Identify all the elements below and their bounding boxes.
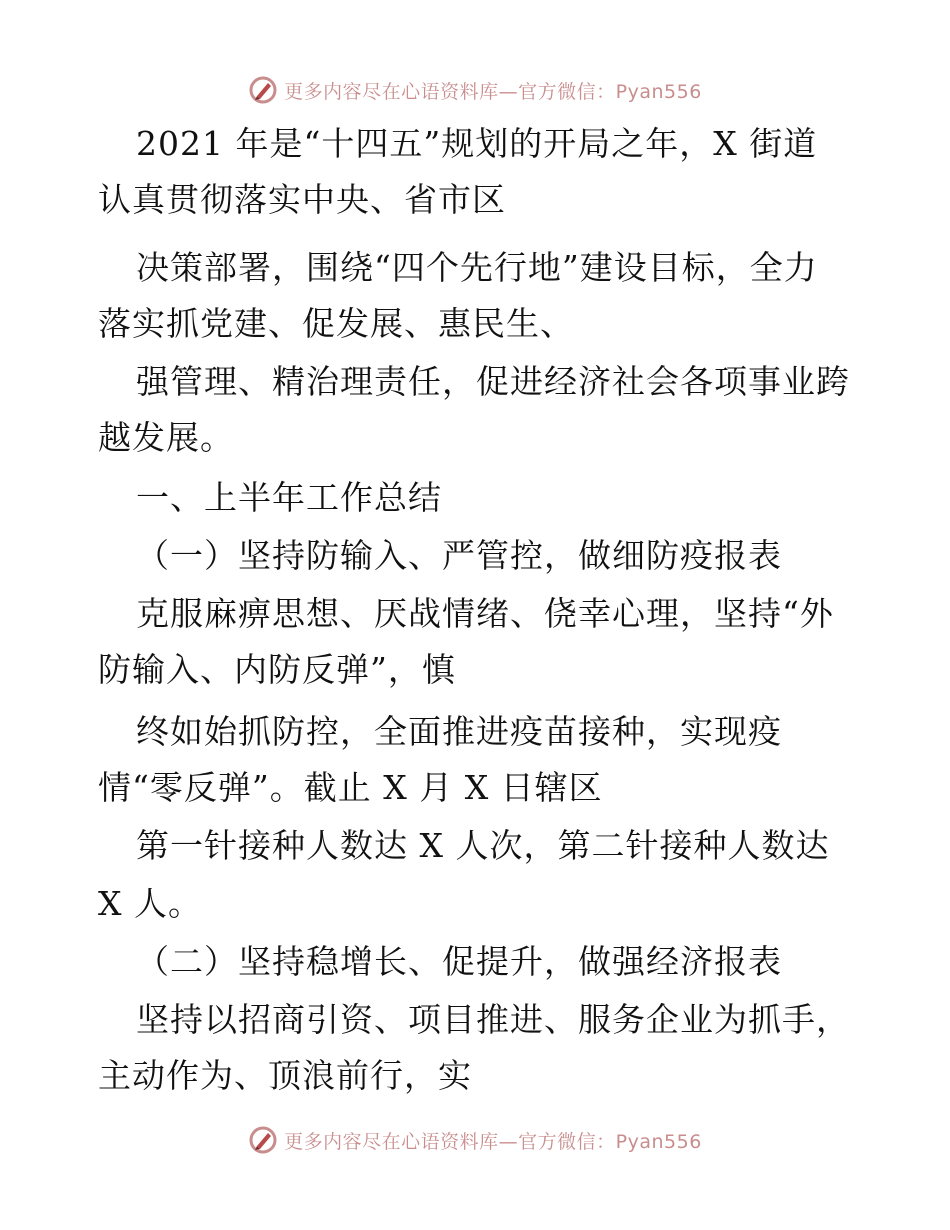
pen-seal-logo-icon xyxy=(248,1125,278,1155)
paragraph-line: 强管理、精治理责任，促进经济社会各项事业跨 xyxy=(136,362,850,401)
header-watermark xyxy=(0,72,950,108)
paragraph-line: 坚持以招商引资、项目推进、服务企业为抓手， xyxy=(136,1000,850,1039)
paragraph-line: 决策部署，围绕“四个先行地”建设目标，全力 xyxy=(136,248,818,287)
paragraph-line: 情“零反弹”。截止 X 月 X 日辖区 xyxy=(98,768,603,807)
paragraph-line: 落实抓党建、促发展、惠民生、 xyxy=(98,304,574,343)
paragraph-line: 第一针接种人数达 X 人次，第二针接种人数达 xyxy=(136,826,830,865)
paragraph-line: 克服麻痹思想、厌战情绪、侥幸心理，坚持“外 xyxy=(136,594,834,633)
paragraph-line: 终如始抓防控，全面推进疫苗接种，实现疫 xyxy=(136,712,782,751)
section-heading: 一、上半年工作总结 xyxy=(136,478,442,517)
paragraph-line: 2021 年是“十四五”规划的开局之年，X 街道 xyxy=(136,124,818,163)
footer-watermark xyxy=(0,1122,950,1158)
watermark-text: 更多内容尽在心语资料库—官方微信：Pyan556 xyxy=(284,80,702,103)
paragraph-line: X 人。 xyxy=(98,884,202,923)
subsection-heading: （一）坚持防输入、严管控，做细防疫报表 xyxy=(136,536,782,575)
paragraph-line: 认真贯彻落实中央、省市区 xyxy=(98,180,506,219)
subsection-heading: （二）坚持稳增长、促提升，做强经济报表 xyxy=(136,942,782,981)
watermark-text: 更多内容尽在心语资料库—官方微信：Pyan556 xyxy=(284,1130,702,1153)
paragraph-line: 防输入、内防反弹”，慎 xyxy=(98,650,456,689)
pen-seal-logo-icon xyxy=(248,75,278,105)
paragraph-line: 主动作为、顶浪前行，实 xyxy=(98,1056,472,1095)
paragraph-line: 越发展。 xyxy=(98,418,234,457)
